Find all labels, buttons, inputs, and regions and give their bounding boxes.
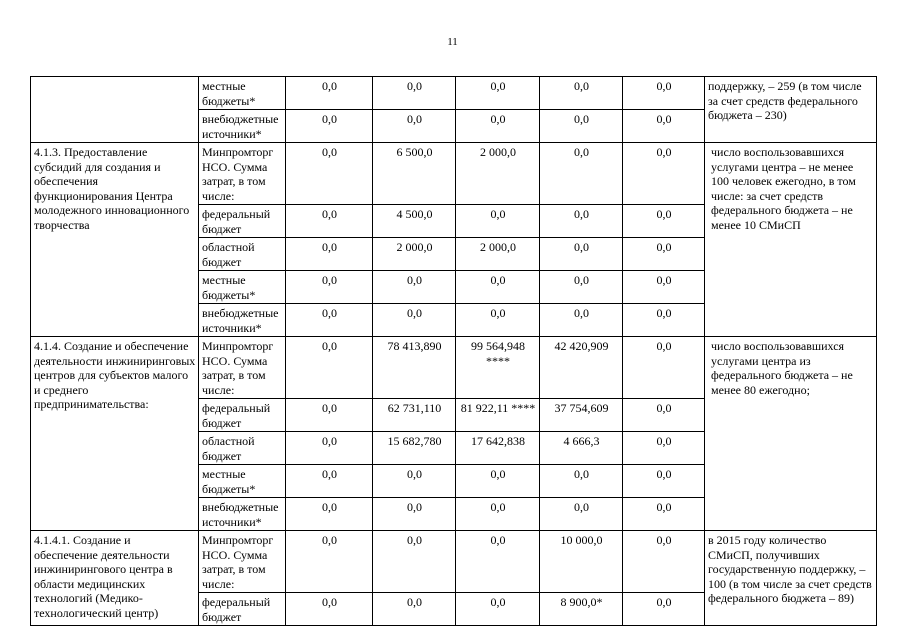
value-cell: 0,0 [373,110,456,143]
value-cell: 0,0 [373,498,456,531]
value-cell: 0,0 [286,399,373,432]
value-cell: 0,0 [286,498,373,531]
indicator-cell: в 2015 году количество СМиСП, получивших государственную поддержку, – 100 (в том числе за счет средств федерального бюджета – 89) [705,531,877,626]
value-cell: 0,0 [286,465,373,498]
activity-title: 4.1.3. Предоставление субсидий для создания и обеспечения функционирования Центра молодежного инновационного творчества [31,143,199,337]
value-cell: 2 000,0 [456,143,540,205]
value-cell: 0,0 [623,399,705,432]
value-cell: 42 420,909 [540,337,623,399]
value-cell: 0,0 [286,110,373,143]
funding-source: федеральный бюджет [199,399,286,432]
value-cell: 0,0 [286,77,373,110]
value-cell: 0,0 [540,77,623,110]
value-cell: 0,0 [623,77,705,110]
value-cell: 0,0 [623,238,705,271]
value-cell: 0,0 [286,271,373,304]
value-cell: 0,0 [286,238,373,271]
funding-source: местные бюджеты* [199,77,286,110]
value-cell: 0,0 [286,531,373,593]
value-cell: 0,0 [456,593,540,626]
value-cell: 17 642,838 [456,432,540,465]
activity-title: 4.1.4. Создание и обеспечение деятельности инжиниринговых центров для субъектов малого и среднего предпринимательства: [31,337,199,531]
value-cell: 0,0 [623,531,705,593]
value-cell: 0,0 [623,498,705,531]
value-cell: 0,0 [456,498,540,531]
value-cell: 2 000,0 [456,238,540,271]
table-row [31,337,877,399]
table-row [31,531,877,593]
value-cell: 0,0 [623,271,705,304]
value-cell: 2 000,0 [373,238,456,271]
funding-source: областной бюджет [199,238,286,271]
indicator-cell: поддержку, – 259 (в том числе за счет средств федерального бюджета – 230) [705,77,877,143]
value-cell: 0,0 [456,77,540,110]
value-cell: 0,0 [456,205,540,238]
funding-source: федеральный бюджет [199,205,286,238]
value-cell: 0,0 [286,205,373,238]
value-cell: 0,0 [540,110,623,143]
funding-source: федеральный бюджет [199,593,286,626]
value-cell: 0,0 [456,465,540,498]
value-cell: 0,0 [540,498,623,531]
value-cell: 0,0 [540,238,623,271]
value-cell: 4 500,0 [373,205,456,238]
value-cell: 0,0 [456,531,540,593]
value-cell: 0,0 [623,205,705,238]
value-cell: 37 754,609 [540,399,623,432]
program-activities-table [30,76,877,626]
value-cell: 78 413,890 [373,337,456,399]
value-cell: 0,0 [286,304,373,337]
indicator-cell: число воспользовавшихся услугами центра из федерального бюджета – не менее 80 ежегодно; [705,337,877,531]
value-cell: 0,0 [456,304,540,337]
value-cell: 0,0 [286,593,373,626]
value-cell: 0,0 [373,271,456,304]
funding-source: Минпромторг НСО. Сумма затрат, в том числе: [199,143,286,205]
value-cell: 0,0 [623,465,705,498]
value-cell: 62 731,110 [373,399,456,432]
value-cell: 4 666,3 [540,432,623,465]
value-cell: 0,0 [623,337,705,399]
funding-source: местные бюджеты* [199,271,286,304]
table-row [31,143,877,205]
value-cell: 0,0 [286,143,373,205]
value-cell: 0,0 [456,110,540,143]
value-cell: 99 564,948 **** [456,337,540,399]
value-cell: 15 682,780 [373,432,456,465]
value-cell: 0,0 [373,304,456,337]
activity-title: 4.1.4.1. Создание и обеспечение деятельности инжинирингового центра в области медицинских технологий (Медико-технологический центр) [31,531,199,626]
value-cell: 10 000,0 [540,531,623,593]
funding-source: внебюджетные источники* [199,304,286,337]
value-cell: 0,0 [623,143,705,205]
value-cell: 0,0 [286,337,373,399]
funding-source: внебюджетные источники* [199,110,286,143]
value-cell: 0,0 [540,465,623,498]
indicator-cell: число воспользовавшихся услугами центра – не менее 100 человек ежегодно, в том числе: за счет средств федерального бюджета – не менее 10 СМиСП [705,143,877,337]
funding-source: областной бюджет [199,432,286,465]
value-cell: 6 500,0 [373,143,456,205]
value-cell: 0,0 [623,304,705,337]
value-cell: 0,0 [540,304,623,337]
value-cell: 0,0 [373,77,456,110]
page-number: 11 [447,36,458,48]
table-row [31,77,877,110]
value-cell: 8 900,0* [540,593,623,626]
value-cell: 0,0 [286,432,373,465]
value-cell: 0,0 [540,271,623,304]
activity-cell-empty [31,77,199,143]
funding-source: внебюджетные источники* [199,498,286,531]
value-cell: 0,0 [623,432,705,465]
value-cell: 0,0 [373,465,456,498]
value-cell: 0,0 [623,593,705,626]
value-cell: 0,0 [540,205,623,238]
value-cell: 0,0 [540,143,623,205]
value-cell: 0,0 [623,110,705,143]
funding-source: Минпромторг НСО. Сумма затрат, в том числе: [199,531,286,593]
funding-source: местные бюджеты* [199,465,286,498]
value-cell: 0,0 [373,531,456,593]
value-cell: 0,0 [456,271,540,304]
value-cell: 0,0 [373,593,456,626]
funding-source: Минпромторг НСО. Сумма затрат, в том числе: [199,337,286,399]
value-cell: 81 922,11 **** [456,399,540,432]
